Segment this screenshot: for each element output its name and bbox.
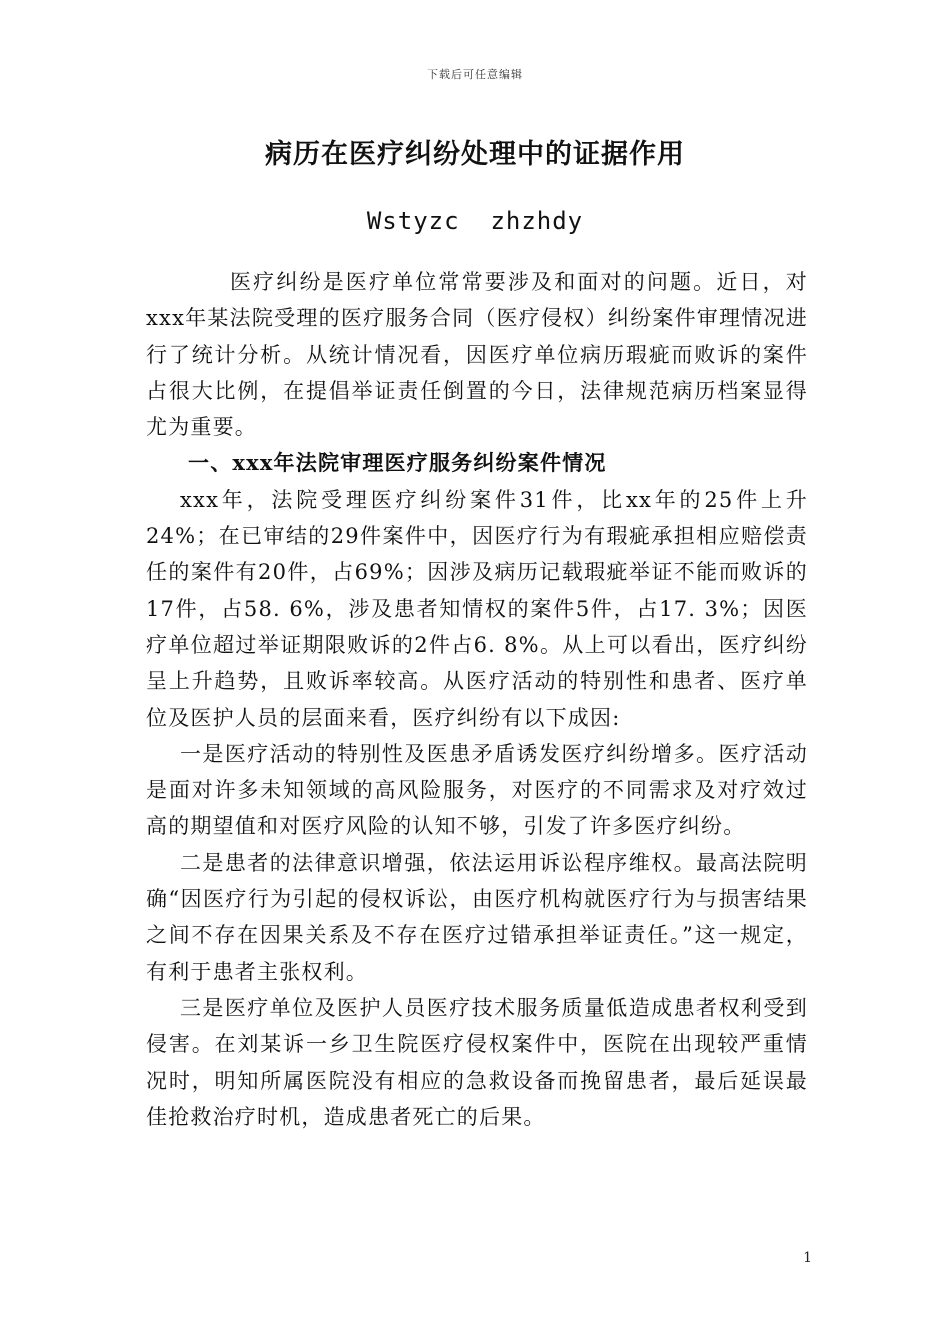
document-title: 病历在医疗纠纷处理中的证据作用 bbox=[265, 139, 685, 170]
author-line: Wstyzc zhzhdy bbox=[366, 207, 584, 235]
document-body bbox=[146, 264, 808, 1135]
header-note: 下载后可任意编辑 bbox=[427, 68, 523, 81]
paragraph-intro: 医疗纠纷是医疗单位常常要涉及和面对的问题。近日，对xxx年某法院受理的医疗服务合同（医疗侵权）纠纷案件审理情况进行了统计分析。从统计情况看，因医疗单位病历瑕疵而败诉的案件占很大比例，在提倡举证责任倒置的今日，法律规范病历档案显得尤为重要。 bbox=[146, 270, 808, 440]
section-heading-1: 一、xxx年法院审理医疗服务纠纷案件情况 bbox=[188, 450, 607, 476]
page-number: 1 bbox=[803, 1250, 812, 1266]
paragraph-cause-2: 二是患者的法律意识增强，依法运用诉讼程序维权。最高法院明确“因医疗行为引起的侵权诉讼，由医疗机构就医疗行为与损害结果之间不存在因果关系及不存在医疗过错承担举证责任。”这一规定，有利于患者主张权利。 bbox=[146, 850, 808, 984]
paragraph-cause-3: 三是医疗单位及医护人员医疗技术服务质量低造成患者权利受到侵害。在刘某诉一乡卫生院医疗侵权案件中，医院在出现较严重情况时，明知所属医院没有相应的急救设备而挽留患者，最后延误最佳抢救治疗时机，造成患者死亡的后果。 bbox=[146, 995, 808, 1129]
paragraph-cause-1: 一是医疗活动的特别性及医患矛盾诱发医疗纠纷增多。医疗活动是面对许多未知领域的高风险服务，对医疗的不同需求及对疗效过高的期望值和对医疗风险的认知不够，引发了许多医疗纠纷。 bbox=[146, 741, 808, 839]
paragraph-statistics: xxx年，法院受理医疗纠纷案件31件，比xx年的25件上升24%；在已审结的29件案件中，因医疗行为有瑕疵承担相应赔偿责任的案件有20件，占69%；因涉及病历记载瑕疵举证不能而败诉的17件，占58. 6%，涉及患者知情权的案件5件，占17. 3%；因医疗单位超过举证期限败诉的2件占6. 8%。从上可以看出，医疗纠纷呈上升趋势，且败诉率较高。从医疗活动的特别性和患者、医疗单位及医护人员的层面来看，医疗纠纷有以下成因: bbox=[146, 487, 808, 730]
